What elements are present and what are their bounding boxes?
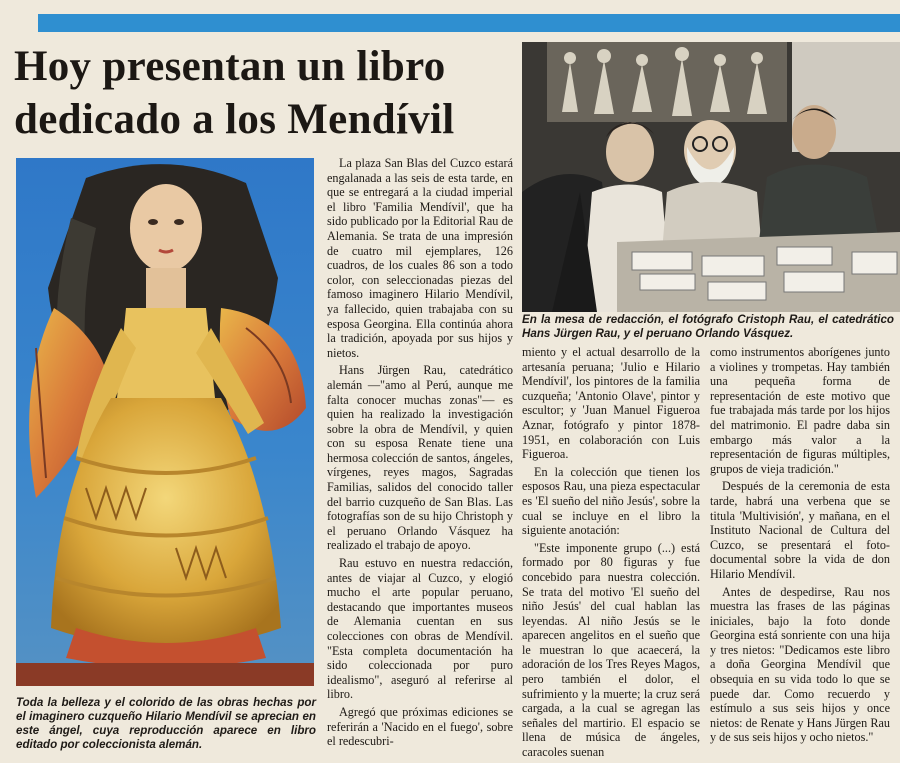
editorial-table-illustration xyxy=(522,42,900,312)
paragraph: miento y el actual desarrollo de la artesanía peruana; 'Julio e Hilario Mendívil', los pintores de la familia cuzqueña; 'Antonio Olave', pintor y escultor; y 'Juan Manuel Figueroa Aznar, fotógrafo y pintor 1878-1951, en colaboración con Luis Figueroa. xyxy=(522,345,700,462)
article-column-3 xyxy=(710,345,890,748)
paragraph: Después de la ceremonia de esta tarde, habrá una verbena que se titula 'Multivisión', y mañana, en el Instituto Nacional de Cultura del Cuzco, se presentará el foto-documental sobre la vida de don Hilario Mendívil. xyxy=(710,479,890,581)
paragraph: Agregó que próximas ediciones se referirán a 'Nacido en el fuego', sobre el redescubri- xyxy=(327,704,513,749)
editorial-table-photo xyxy=(522,42,900,312)
angel-figure-photo xyxy=(16,158,314,686)
article-column-2 xyxy=(522,345,700,763)
headline xyxy=(14,40,534,146)
angel-figure-illustration xyxy=(16,158,314,686)
photo-caption-left: Toda la belleza y el colorido de las obras hechas por el imaginero cuzqueño Hilario Mendívil se aprecian en este ángel, cuya reproducción aparece en libro editado por coleccionista alemán. xyxy=(16,696,316,751)
headline-line-2: dedicado a los Mendívil xyxy=(14,96,455,143)
paragraph: como instrumentos aborígenes junto a violines y trompetas. Hay también una pequeña forma de representación de este motivo que fue trabajada más tarde por los hijos del matrimonio. El padre daba sin embargo más valor a la representación de figuras múltiples, grupos de vieja tradición." xyxy=(710,345,890,476)
paragraph: "Este imponente grupo (...) está formado por 80 figuras y fue concebido para nuestra colección. Se trata del motivo 'El sueño del niño Jesús' del cual hablan las leyendas. Al niño Jesús se le aparecen angelitos en el sueño que le muestran lo que acaecerá, la adoración de los Tres Reyes Magos, pero también el dolor, el sufrimiento y la muerte; la cruz será cargada, a la cual se agregan las señales del martirio. El espacio se llena de música de ángeles, caracoles suenan xyxy=(522,540,700,760)
paragraph: La plaza San Blas del Cuzco estará engalanada a las seis de esta tarde, en que se entregará a la ciudad imperial el libro 'Familia Mendívil', que ha sido publicado por la Editorial Rau de Alemania. Se trata de una impresión de cuatro mil ejemplares, 126 cuadros, de los cuales 86 son a todo color, con seleccionadas piezas del famoso imaginero Hilario Mendívil, ya fallecido, quien trabajaba con su esposa Georgina. Ella continúa ahora la tradición, apoyada por sus hijos y nietos. xyxy=(327,156,513,360)
top-accent-bar xyxy=(38,14,900,32)
article-column-1 xyxy=(327,156,513,752)
photo-caption-right: En la mesa de redacción, el fotógrafo Cristoph Rau, el catedrático Hans Jürgen Rau, y el peruano Orlando Vásquez. xyxy=(522,313,894,340)
paragraph: Antes de despedirse, Rau nos muestra las frases de las páginas iniciales, bajo la foto donde Georgina está sonriente con una hija y tres nietos: "Dedicamos este libro a doña Georgina Mendívil que obsequia en su vida todo lo que se puede dar. Como recuerdo y estímulo a sus seis hijos y once nietos: de Renate y Hans Jürgen Rau y de sus seis hijos y ocho nietos." xyxy=(710,584,890,745)
paragraph: En la colección que tienen los esposos Rau, una pieza espectacular es 'El sueño del niño Jesús', sobre la cual se incluye en el libro la siguiente anotación: xyxy=(522,464,700,538)
paragraph: Hans Jürgen Rau, catedrático alemán —"amo al Perú, aunque me falta conocer muchas zonas"— es quien ha realizado la investigación sobre la obra de Mendívil, y quien con su esposa Renate tiene una hermosa colección de santos, ángeles, vírgenes, reyes magos, Sagradas Familias, salidos del conocido taller del barrio cuzqueño de San Blas. Las fotografías son de su hijo Christoph y el peruano Orlando Vásquez ha realizado el trabajo de apoyo. xyxy=(327,363,513,553)
headline-line-1: Hoy presentan un libro xyxy=(14,43,446,90)
paragraph: Rau estuvo en nuestra redacción, antes de viajar al Cuzco, y elogió mucho el arte popular peruano, destacando que importantes museos de Alemania cuentan en sus colecciones con obras de Mendívil. "Esta completa documentación ha sido coleccionada por puro idealismo", aseguró al referirse al libro. xyxy=(327,556,513,702)
